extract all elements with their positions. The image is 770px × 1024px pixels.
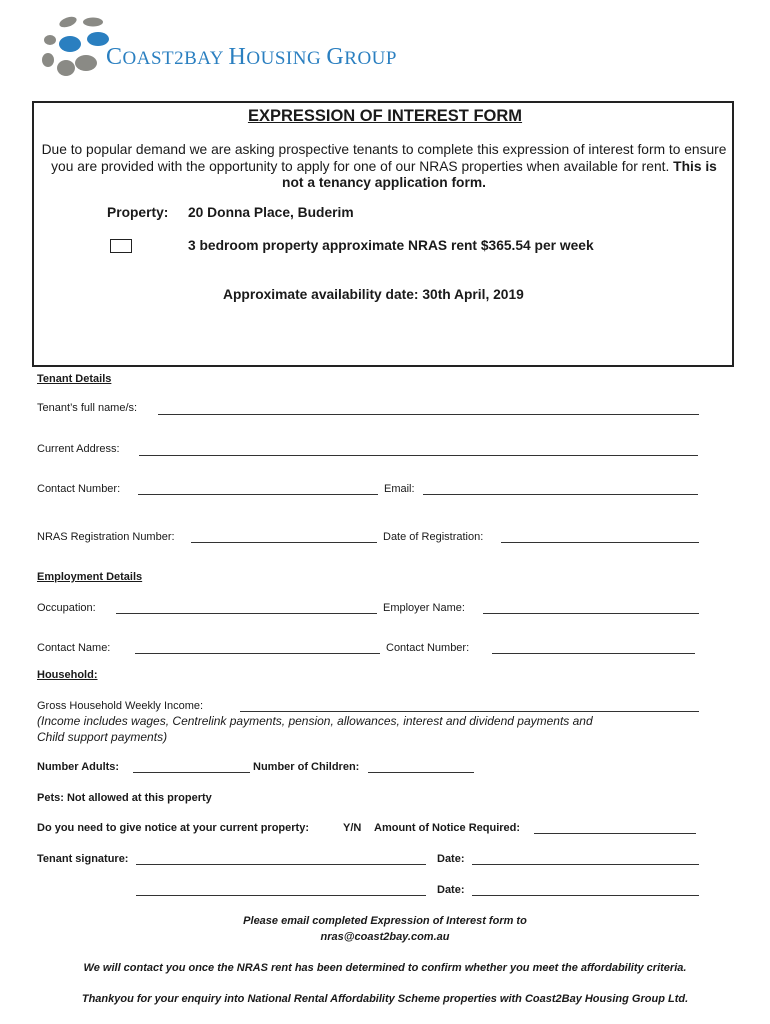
property-value: 20 Donna Place, Buderim (188, 205, 354, 220)
household-heading: Household: (37, 669, 98, 681)
notice-yn-option[interactable]: Y/N (343, 822, 362, 834)
income-note-line1: (Income includes wages, Centrelink payments, pension, allowances, interest and dividend payments and (37, 714, 593, 728)
number-children-field[interactable] (368, 772, 474, 773)
number-children-label: Number of Children: (253, 761, 360, 773)
notice-question-label: Do you need to give notice at your current property: (37, 822, 309, 834)
number-adults-field[interactable] (133, 772, 250, 773)
notice-required-label: Amount of Notice Required: (374, 822, 521, 834)
household-income-field[interactable] (240, 711, 699, 712)
email-address-link[interactable]: nras@coast2bay.com.au (320, 931, 450, 943)
availability-date: Approximate availability date: 30th April, 2019 (223, 287, 524, 302)
tenant-details-heading: Tenant Details (37, 373, 112, 385)
income-note-line2: Child support payments) (37, 730, 168, 744)
employer-contact-name-label: Contact Name: (37, 642, 111, 654)
email-instruction: Please email completed Expression of Interest form to (243, 915, 527, 927)
property-checkbox[interactable] (110, 239, 132, 253)
intro-paragraph: Due to popular demand we are asking prospective tenants to complete this expression of interest form to ensure you are provided with the opportunity to apply for one of our NRAS properties when available for rent. This is not a tenancy application form. (41, 142, 727, 190)
registration-date-field[interactable] (501, 542, 699, 543)
tenant-signature-field[interactable] (136, 864, 426, 865)
contact-note: We will contact you once the NRAS rent has been determined to confirm whether you meet the affordability criteria. (83, 962, 687, 974)
employer-name-label: Employer Name: (383, 602, 465, 614)
household-income-label: Gross Household Weekly Income: (37, 700, 204, 712)
thank-you-note: Thankyou for your enquiry into National Rental Affordability Scheme properties with Coast2Bay Housing Group Ltd. (81, 993, 689, 1005)
registration-date-label: Date of Registration: (383, 531, 484, 543)
notice-required-field[interactable] (534, 833, 696, 834)
expression-of-interest-box (32, 101, 734, 367)
occupation-field[interactable] (116, 613, 377, 614)
employer-contact-name-field[interactable] (135, 653, 380, 654)
second-date-label: Date: (437, 884, 465, 896)
signature-date-field[interactable] (472, 864, 699, 865)
nras-registration-label: NRAS Registration Number: (37, 531, 175, 543)
employer-contact-number-field[interactable] (492, 653, 695, 654)
current-address-field[interactable] (139, 455, 698, 456)
contact-number-field[interactable] (138, 494, 378, 495)
bedroom-rent-text: 3 bedroom property approximate NRAS rent $365.54 per week (188, 238, 594, 253)
number-adults-label: Number Adults: (37, 761, 120, 773)
second-date-field[interactable] (472, 895, 699, 896)
occupation-label: Occupation: (37, 602, 96, 614)
form-title: EXPRESSION OF INTEREST FORM (247, 107, 523, 125)
property-label: Property: (107, 205, 169, 220)
employer-contact-number-label: Contact Number: (386, 642, 470, 654)
email-label: Email: (384, 483, 415, 495)
second-signature-field[interactable] (136, 895, 426, 896)
employer-name-field[interactable] (483, 613, 699, 614)
logo-dots-icon (42, 15, 109, 76)
logo-wordmark: COAST2BAY HOUSING GROUP (106, 44, 397, 70)
tenant-name-label: Tenant’s full name/s: (37, 402, 138, 414)
signature-date-label: Date: (437, 853, 465, 865)
contact-number-label: Contact Number: (37, 483, 121, 495)
tenant-signature-label: Tenant signature: (37, 853, 129, 865)
current-address-label: Current Address: (37, 443, 120, 455)
email-field[interactable] (423, 494, 698, 495)
nras-registration-field[interactable] (191, 542, 377, 543)
pets-policy: Pets: Not allowed at this property (37, 792, 212, 804)
tenant-name-field[interactable] (158, 414, 699, 415)
employment-details-heading: Employment Details (37, 571, 143, 583)
